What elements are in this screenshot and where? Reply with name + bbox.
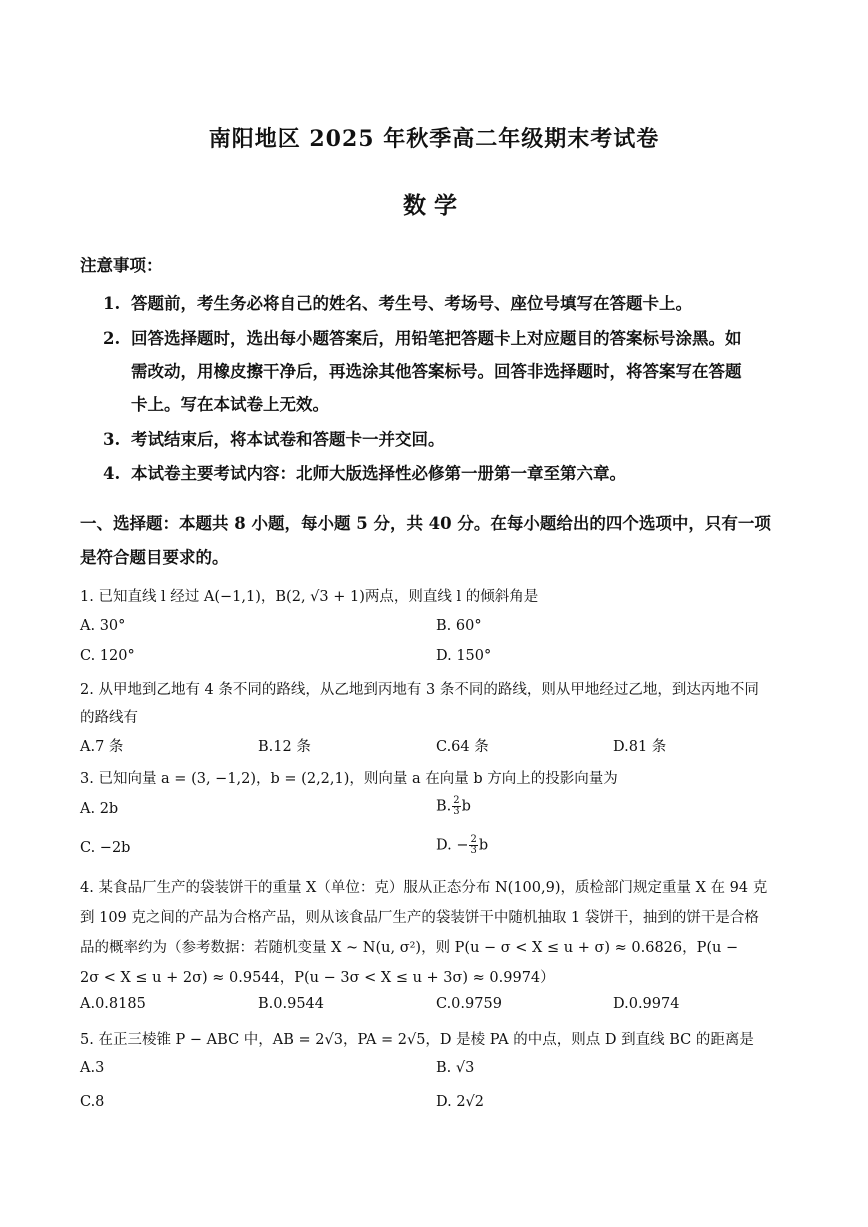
notice-item-2-cont: 需改动，用橡皮擦干净后，再选涂其他答案标号。回答非选择题时，将答案写在答题: [131, 362, 742, 381]
question-2-stem-cont: 的路线有: [80, 710, 138, 726]
exam-title: 南阳地区 2025 年秋季高二年级期末考试卷: [208, 126, 660, 152]
question-5-stem: 5. 在正三棱锥 P − ABC 中，AB = 2√3，PA = 2√5，D 是棱 PA 的中点，则点 D 到直线 BC 的距离是: [80, 1032, 754, 1048]
q5-option-c: C.8: [80, 1094, 105, 1110]
subject-title: 数学: [403, 192, 465, 219]
q2-option-d: D.81 条: [613, 739, 667, 755]
q1-option-c: C. 120°: [80, 648, 135, 664]
q1-option-b: B. 60°: [436, 618, 482, 634]
notice-item-3: [103, 426, 445, 450]
fraction: [469, 835, 477, 856]
notice-item-2-cont: 卡上。写在本试卷上无效。: [131, 395, 329, 414]
section-heading: 一、选择题：本题共 8 小题，每小题 5 分，共 40 分。在每小题给出的四个选项中，只有一项: [80, 514, 771, 533]
q2-option-a: A.7 条: [80, 739, 124, 755]
notice-item-text: 本试卷主要考试内容：北师大版选择性必修第一册第一章至第六章。: [131, 464, 626, 483]
option-vector: b: [478, 837, 489, 854]
question-4-stem-cont: 品的概率约为（参考数据：若随机变量 X ~ N(u, σ²)，则 P(u − σ < X ≤ u + σ) ≈ 0.6826，P(u −: [80, 940, 739, 956]
q2-option-b: B.12 条: [258, 739, 311, 755]
q1-option-a: A. 30°: [80, 618, 126, 634]
fraction: [452, 796, 460, 817]
q3-option-c: C. −2b: [80, 840, 131, 856]
question-2-stem: 2. 从甲地到乙地有 4 条不同的路线，从乙地到丙地有 3 条不同的路线，则从甲地经过乙地，到达丙地不同: [80, 682, 759, 698]
q4-option-a: A.0.8185: [80, 996, 146, 1012]
notice-item-4: [103, 460, 626, 484]
fraction-denominator: 3: [453, 806, 460, 817]
section-heading-cont: 是符合题目要求的。: [80, 548, 229, 567]
q4-option-c: C.0.9759: [436, 996, 502, 1012]
notice-item-2: [103, 325, 742, 349]
q4-option-b: B.0.9544: [258, 996, 325, 1012]
option-letter: B.: [436, 798, 452, 815]
q2-option-c: C.64 条: [436, 739, 489, 755]
fraction-numerator: 2: [453, 795, 460, 806]
question-4-stem-cont: 到 109 克之间的产品为合格产品，则从该食品厂生产的袋装饼干中随机抽取 1 袋饼干，抽到的饼干是合格: [80, 910, 759, 926]
notice-item-text: 考试结束后，将本试卷和答题卡一并交回。: [131, 430, 445, 449]
notice-heading: 注意事项：: [80, 256, 163, 275]
notice-item-num: 4.: [103, 464, 121, 483]
notice-item-num: 3.: [103, 430, 121, 449]
q3-option-d: [436, 835, 488, 856]
q1-option-d: D. 150°: [436, 648, 492, 664]
q5-option-a: A.3: [80, 1060, 105, 1076]
question-1-stem: 1. 已知直线 l 经过 A(−1,1)，B(2, √3 + 1)两点，则直线 l 的倾斜角是: [80, 589, 539, 605]
fraction-denominator: 3: [470, 845, 477, 856]
q5-option-d: D. 2√2: [436, 1094, 485, 1110]
question-3-stem: 3. 已知向量 a = (3, −1,2)，b = (2,2,1)，则向量 a 在向量 b 方向上的投影向量为: [80, 771, 618, 787]
fraction-numerator: 2: [470, 834, 477, 845]
option-letter: D. −: [436, 837, 469, 854]
option-vector: b: [461, 798, 471, 815]
notice-item-text: 回答选择题时，选出每小题答案后，用铅笔把答题卡上对应题目的答案标号涂黑。如: [131, 329, 742, 348]
question-4-stem-cont: 2σ < X ≤ u + 2σ) ≈ 0.9544，P(u − 3σ < X ≤ u + 3σ) ≈ 0.9974）: [80, 970, 555, 986]
q5-option-b: B. √3: [436, 1060, 475, 1076]
q4-option-d: D.0.9974: [613, 996, 680, 1012]
question-4-stem: 4. 某食品厂生产的袋装饼干的重量 X（单位：克）服从正态分布 N(100,9)，质检部门规定重量 X 在 94 克: [80, 880, 768, 896]
notice-item-num: 2.: [103, 329, 121, 348]
notice-item-num: 1.: [103, 294, 121, 313]
q3-option-a: A. 2b: [80, 801, 119, 817]
q3-option-b: [436, 796, 471, 817]
notice-item-1: [103, 290, 692, 314]
notice-item-text: 答题前，考生务必将自己的姓名、考生号、考场号、座位号填写在答题卡上。: [131, 294, 692, 313]
